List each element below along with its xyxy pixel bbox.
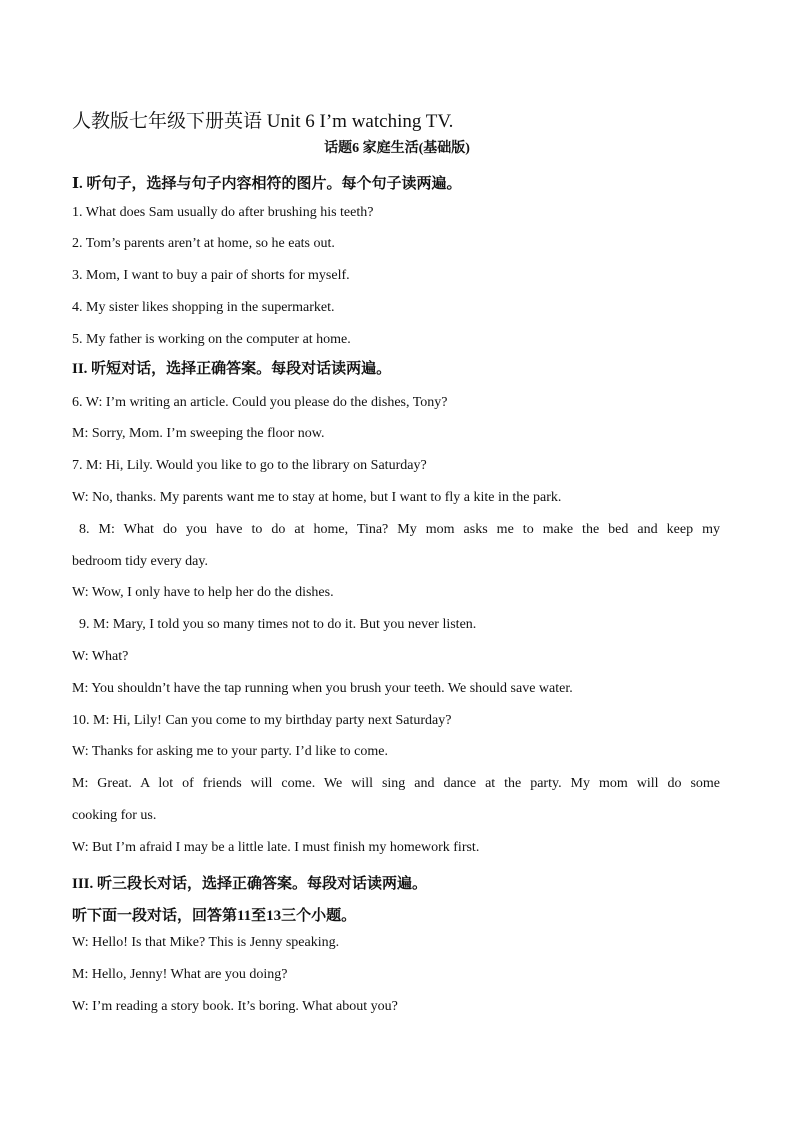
section-2-line: bedroom tidy every day. xyxy=(72,554,208,569)
section-2-line: W: No, thanks. My parents want me to stay at home, but I want to fly a kite in the park. xyxy=(72,490,562,505)
section-1-line: 2. Tom’s parents aren’t at home, so he eats out. xyxy=(72,236,335,251)
section-2-line: W: But I’m afraid I may be a little late. I must finish my homework first. xyxy=(72,840,480,855)
section-1-line: 3. Mom, I want to buy a pair of shorts for myself. xyxy=(72,268,350,283)
section-3-subheading: 听下面一段对话，回答第11至13三个小题。 xyxy=(72,908,357,924)
section-2-line: M: You shouldn’t have the tap running when you brush your teeth. We should save water. xyxy=(72,681,573,696)
section-2-line: 10. M: Hi, Lily! Can you come to my birthday party next Saturday? xyxy=(72,713,452,728)
document-title: 人教版七年级下册英语 Unit 6 I’m watching TV. xyxy=(72,111,454,132)
section-2-line: cooking for us. xyxy=(72,808,157,823)
section-2-line: M: Sorry, Mom. I’m sweeping the floor now. xyxy=(72,426,325,441)
document-subtitle: 话题6 家庭生活(基础版) xyxy=(324,141,470,156)
section-2-heading: II. 听短对话，选择正确答案。每段对话读两遍。 xyxy=(72,361,392,377)
section-2-line: W: Thanks for asking me to your party. I’d like to come. xyxy=(72,744,388,759)
section-3-line: M: Hello, Jenny! What are you doing? xyxy=(72,967,288,982)
section-1-line: 4. My sister likes shopping in the supermarket. xyxy=(72,300,335,315)
section-2-line: 9. M: Mary, I told you so many times not to do it. But you never listen. xyxy=(79,617,477,632)
section-2-line: 6. W: I’m writing an article. Could you please do the dishes, Tony? xyxy=(72,395,448,410)
section-1-line: 5. My father is working on the computer at home. xyxy=(72,332,351,347)
section-2-line: 7. M: Hi, Lily. Would you like to go to the library on Saturday? xyxy=(72,458,427,473)
section-3-line: W: Hello! Is that Mike? This is Jenny speaking. xyxy=(72,935,340,950)
section-3-heading: III. 听三段长对话，选择正确答案。每段对话读两遍。 xyxy=(72,876,428,892)
section-2-line: W: Wow, I only have to help her do the dishes. xyxy=(72,585,334,600)
section-1-line: 1. What does Sam usually do after brushing his teeth? xyxy=(72,205,374,220)
section-3-line: W: I’m reading a story book. It’s boring. What about you? xyxy=(72,999,398,1014)
section-2-line: M: Great. A lot of friends will come. We will sing and dance at the party. My mom will do some xyxy=(72,776,720,791)
section-2-line: 8. M: What do you have to do at home, Tina? My mom asks me to make the bed and keep my xyxy=(79,522,720,537)
section-1-heading: Ⅰ. 听句子，选择与句子内容相符的图片。每个句子读两遍。 xyxy=(72,176,462,192)
section-2-line: W: What? xyxy=(72,649,129,664)
